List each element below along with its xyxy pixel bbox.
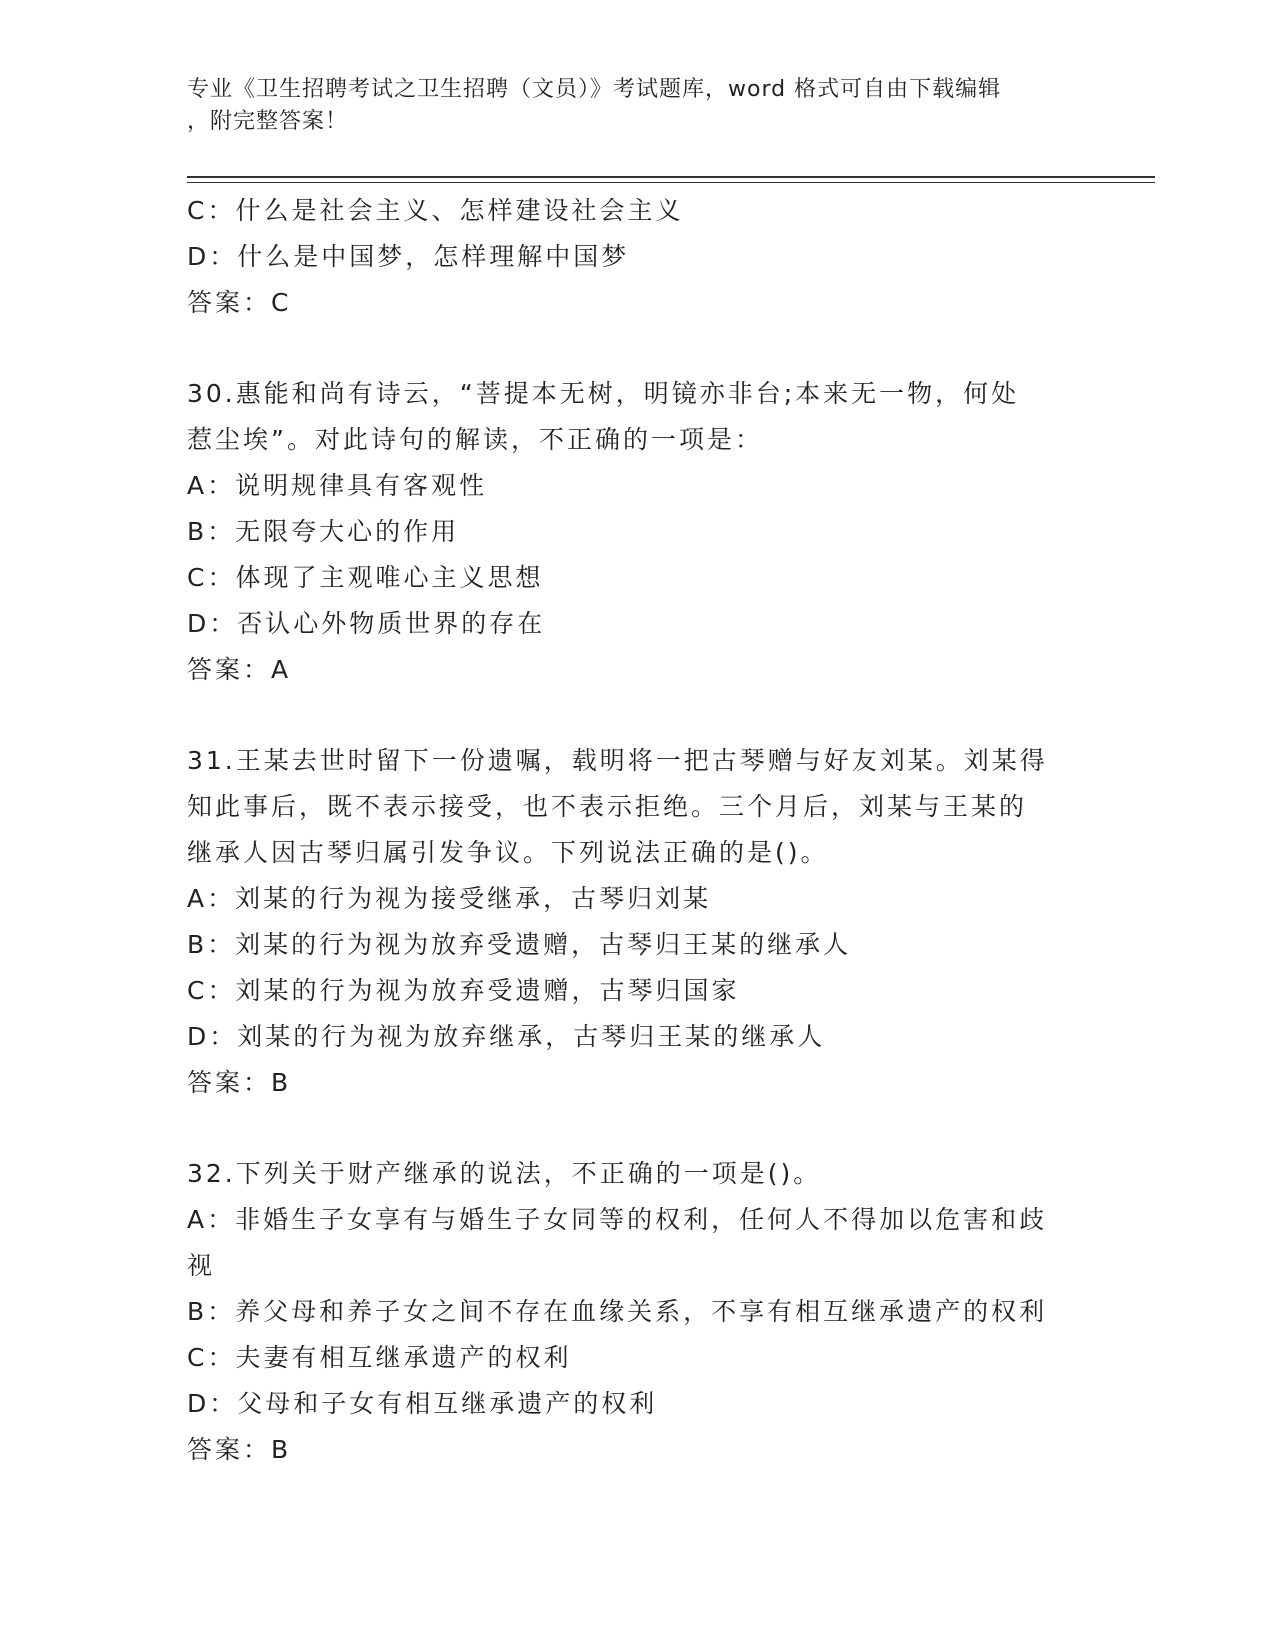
question-stem: 知此事后，既不表示接受，也不表示拒绝。三个月后，刘某与王某的 — [187, 792, 1028, 821]
option-a: A：刘某的行为视为接受继承，古琴归刘某 — [187, 884, 712, 913]
spacer — [187, 1106, 1087, 1151]
answer-line: 答案：B — [187, 1435, 292, 1464]
question-stem: 31.王某去世时留下一份遗嘱，载明将一把古琴赠与好友刘某。刘某得 — [187, 746, 1048, 775]
header-line-1: 专业《卫生招聘考试之卫生招聘（文员）》考试题库，word 格式可自由下载编辑 — [187, 77, 1002, 102]
option-c: C：体现了主观唯心主义思想 — [187, 563, 544, 592]
option-b: B：无限夸大心的作用 — [187, 517, 460, 546]
option-d: D：什么是中国梦，怎样理解中国梦 — [187, 242, 630, 271]
option-c: C：什么是社会主义、怎样建设社会主义 — [187, 196, 684, 225]
question-30 — [187, 371, 1087, 693]
spacer — [187, 693, 1087, 738]
option-b: B：养父母和养子女之间不存在血缘关系，不享有相互继承遗产的权利 — [187, 1297, 1048, 1326]
header-line-2: ，附完整答案！ — [187, 109, 349, 134]
option-c: C：刘某的行为视为放弃受遗赠，古琴归国家 — [187, 976, 740, 1005]
option-d: D：刘某的行为视为放弃继承，古琴归王某的继承人 — [187, 1022, 826, 1051]
question-stem: 32.下列关于财产继承的说法，不正确的一项是()。 — [187, 1159, 822, 1188]
answer-line: 答案：C — [187, 288, 292, 317]
question-32 — [187, 1151, 1087, 1473]
option-b: B：刘某的行为视为放弃受遗赠，古琴归王某的继承人 — [187, 930, 852, 959]
option-a: A：非婚生子女享有与婚生子女同等的权利，任何人不得加以危害和歧 — [187, 1205, 1048, 1234]
option-d: D：否认心外物质世界的存在 — [187, 609, 546, 638]
option-a: A：说明规律具有客观性 — [187, 471, 488, 500]
question-stem: 惹尘埃”。对此诗句的解读，不正确的一项是： — [187, 425, 763, 454]
option-d: D：父母和子女有相互继承遗产的权利 — [187, 1389, 658, 1418]
header-rule-thin — [187, 182, 1155, 183]
option-c: C：夫妻有相互继承遗产的权利 — [187, 1343, 572, 1372]
question-stem: 继承人因古琴归属引发争议。下列说法正确的是()。 — [187, 838, 829, 867]
option-a-continued: 视 — [187, 1251, 216, 1280]
question-29-tail — [187, 188, 1087, 326]
question-31 — [187, 738, 1087, 1106]
header-rule-thick — [187, 176, 1155, 178]
document-header — [187, 74, 1077, 138]
spacer — [187, 326, 1087, 371]
answer-line: 答案：B — [187, 1068, 292, 1097]
question-stem: 30.惠能和尚有诗云，“菩提本无树，明镜亦非台;本来无一物，何处 — [187, 379, 1020, 408]
document-body — [187, 188, 1087, 1473]
answer-line: 答案：A — [187, 655, 292, 684]
